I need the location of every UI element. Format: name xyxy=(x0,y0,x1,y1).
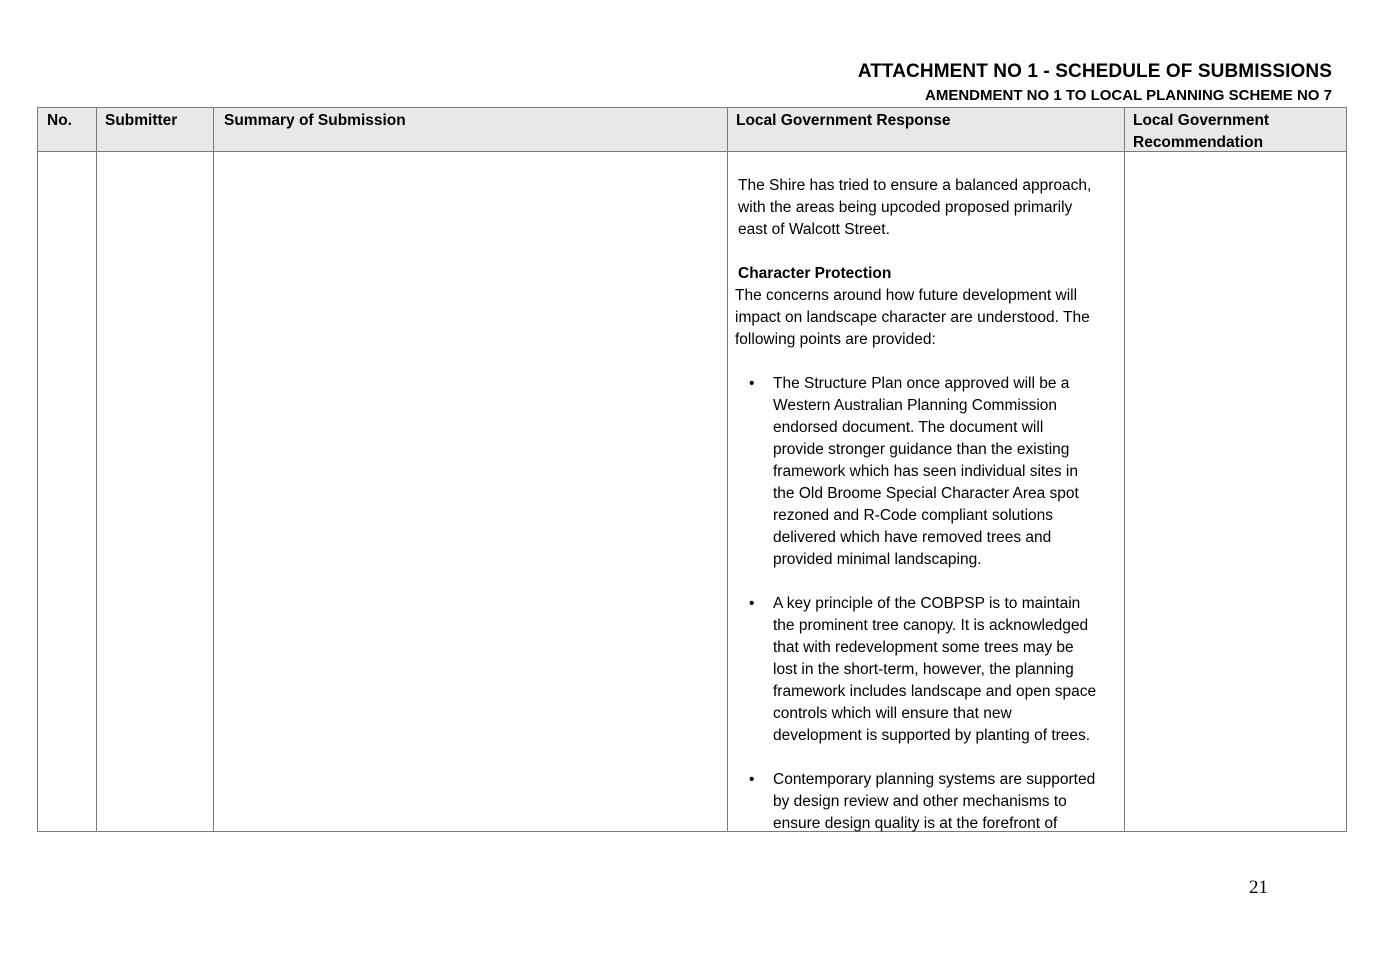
bullet-item xyxy=(735,593,1125,747)
text-line: provided minimal landscaping. xyxy=(773,551,982,568)
text-line: delivered which have removed trees and xyxy=(773,529,1052,546)
column-divider xyxy=(96,108,97,831)
section-heading: Character Protection xyxy=(738,265,892,282)
text-line: The Structure Plan once approved will be a xyxy=(773,375,1070,392)
text-line: controls which will ensure that new xyxy=(773,705,1012,722)
text-line: framework which has seen individual sites in xyxy=(773,463,1078,480)
bullet-icon: • xyxy=(749,595,755,612)
text-line: Western Australian Planning Commission xyxy=(773,397,1058,414)
bullet-item xyxy=(735,769,1125,835)
text-line: rezoned and R-Code compliant solutions xyxy=(773,507,1054,524)
header-recommendation-line1: Local Government xyxy=(1133,112,1270,129)
column-divider xyxy=(213,108,214,831)
text-line: The concerns around how future development will xyxy=(735,287,1078,304)
text-line: the Old Broome Special Character Area spot xyxy=(773,485,1079,502)
text-line: that with redevelopment some trees may be xyxy=(773,639,1074,656)
response-paragraph xyxy=(735,175,1125,241)
text-line: framework includes landscape and open space xyxy=(773,683,1097,700)
text-line: provide stronger guidance than the existing xyxy=(773,441,1070,458)
text-line: Contemporary planning systems are supported xyxy=(773,771,1096,788)
text-line: following points are provided: xyxy=(735,331,936,348)
header-no: No. xyxy=(47,112,72,129)
response-paragraph xyxy=(735,285,1125,351)
header-recommendation xyxy=(1133,110,1269,154)
header-submitter: Submitter xyxy=(105,112,178,129)
text-line: A key principle of the COBPSP is to maintain xyxy=(773,595,1081,612)
text-line: ensure design quality is at the forefront of xyxy=(773,815,1058,832)
text-line: east of Walcott Street. xyxy=(738,221,890,238)
header-summary: Summary of Submission xyxy=(224,112,406,129)
document-title: ATTACHMENT NO 1 - SCHEDULE OF SUBMISSIONS xyxy=(857,61,1332,82)
bullet-icon: • xyxy=(749,771,755,788)
text-line: endorsed document. The document will xyxy=(773,419,1044,436)
text-line: lost in the short-term, however, the planning xyxy=(773,661,1074,678)
bullet-icon: • xyxy=(749,375,755,392)
text-line: development is supported by planting of trees. xyxy=(773,727,1091,744)
submissions-table xyxy=(37,107,1347,832)
text-line: by design review and other mechanisms to xyxy=(773,793,1067,810)
bullet-item xyxy=(735,373,1125,571)
text-line: impact on landscape character are understood. The xyxy=(735,309,1090,326)
document-subtitle: AMENDMENT NO 1 TO LOCAL PLANNING SCHEME NO 7 xyxy=(925,87,1332,104)
header-recommendation-line2: Recommendation xyxy=(1133,134,1264,151)
column-divider xyxy=(727,108,728,831)
header-response: Local Government Response xyxy=(736,112,951,129)
text-line: the prominent tree canopy. It is acknowledged xyxy=(773,617,1089,634)
page-number: 21 xyxy=(1249,877,1268,898)
text-line: The Shire has tried to ensure a balanced approach, xyxy=(738,177,1092,194)
text-line: with the areas being upcoded proposed primarily xyxy=(738,199,1073,216)
response-cell xyxy=(735,175,1125,835)
